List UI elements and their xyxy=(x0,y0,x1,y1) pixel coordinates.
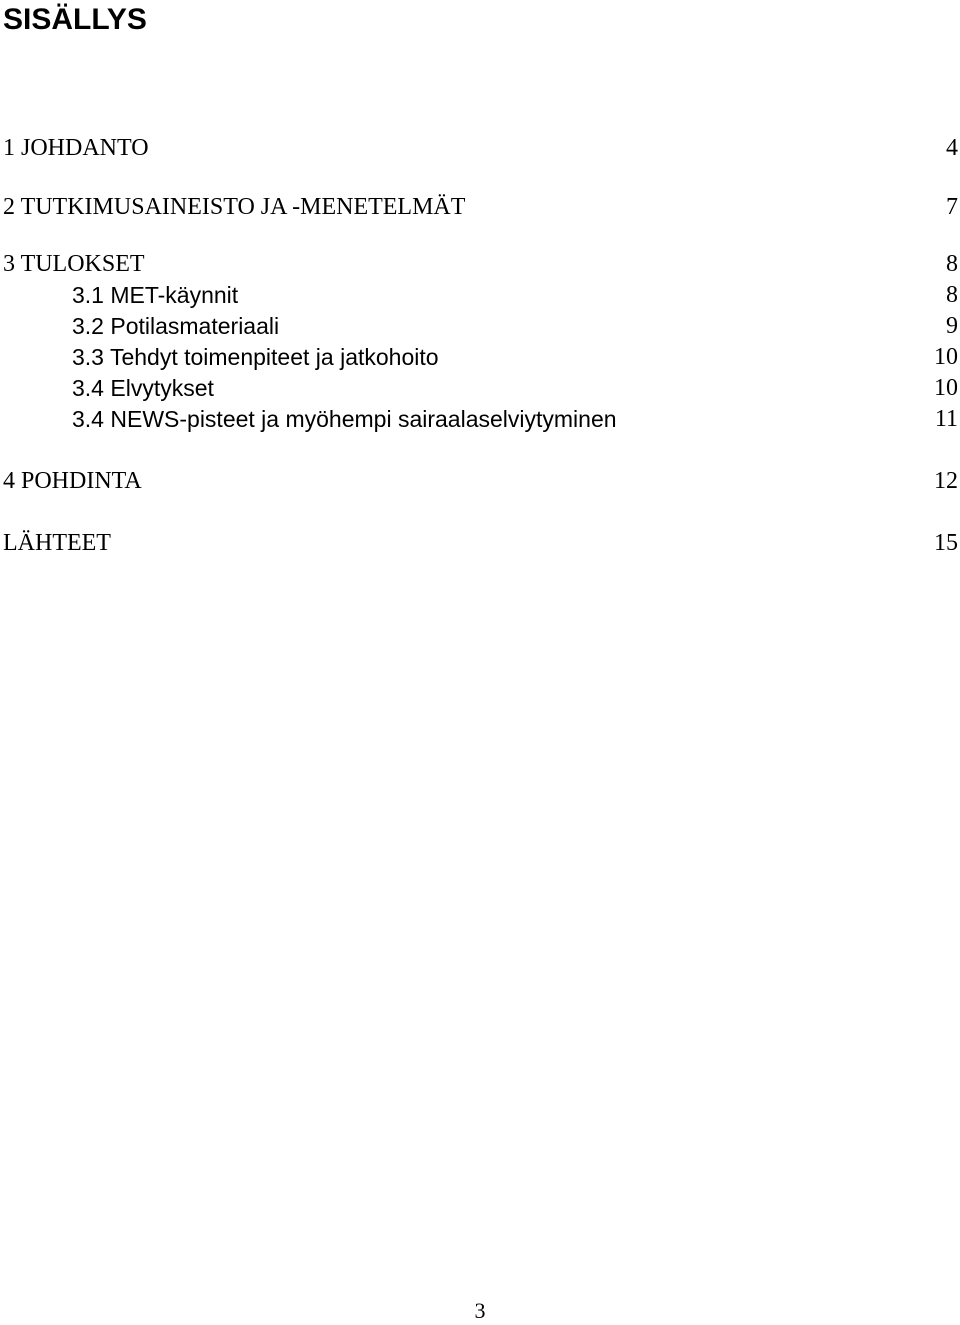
toc-entry-tutkimusaineisto[interactable] xyxy=(0,192,960,222)
toc-entry-label: 3 TULOKSET xyxy=(3,251,145,277)
toc-entry-label: 1 JOHDANTO xyxy=(3,135,149,161)
toc-entry-johdanto[interactable] xyxy=(0,133,960,163)
toc-entry-label: 3.2 Potilasmateriaali xyxy=(72,313,280,339)
toc-entry-label: 3.4 NEWS-pisteet ja myöhempi sairaalaselviytyminen xyxy=(72,406,617,432)
toc-entry-label: LÄHTEET xyxy=(3,530,111,556)
toc-entry-pohdinta[interactable] xyxy=(0,466,960,496)
toc-entry-lahteet[interactable] xyxy=(0,528,960,558)
toc-entry-page: 9 xyxy=(946,313,958,339)
toc-entry-tulokset[interactable] xyxy=(0,249,960,279)
toc-entry-page: 4 xyxy=(946,135,958,161)
toc-entry-page: 8 xyxy=(946,282,958,308)
toc-entry-potilasmateriaali[interactable] xyxy=(0,311,960,341)
toc-entry-page: 11 xyxy=(934,406,958,432)
toc-entry-label: 4 POHDINTA xyxy=(3,468,142,494)
page-number: 3 xyxy=(474,1298,486,1323)
toc-entry-elvytykset[interactable] xyxy=(0,373,960,403)
toc-title: SISÄLLYS xyxy=(3,3,147,36)
toc-entry-page: 12 xyxy=(934,468,958,494)
toc-entry-toimenpiteet[interactable] xyxy=(0,342,960,372)
toc-entry-page: 10 xyxy=(934,344,958,370)
toc-entry-met-kaynnit[interactable] xyxy=(0,280,960,310)
toc-entry-label: 2 TUTKIMUSAINEISTO JA -MENETELMÄT xyxy=(3,194,466,220)
toc-entry-page: 10 xyxy=(934,375,958,401)
toc-entry-label: 3.1 MET-käynnit xyxy=(72,282,239,308)
toc-entry-news-pisteet[interactable] xyxy=(0,404,960,434)
toc-entry-page: 15 xyxy=(934,530,958,556)
toc-entry-page: 8 xyxy=(946,251,958,277)
toc-entry-label: 3.4 Elvytykset xyxy=(72,375,214,401)
toc-entry-label: 3.3 Tehdyt toimenpiteet ja jatkohoito xyxy=(72,344,439,370)
toc-entry-page: 7 xyxy=(946,194,958,220)
